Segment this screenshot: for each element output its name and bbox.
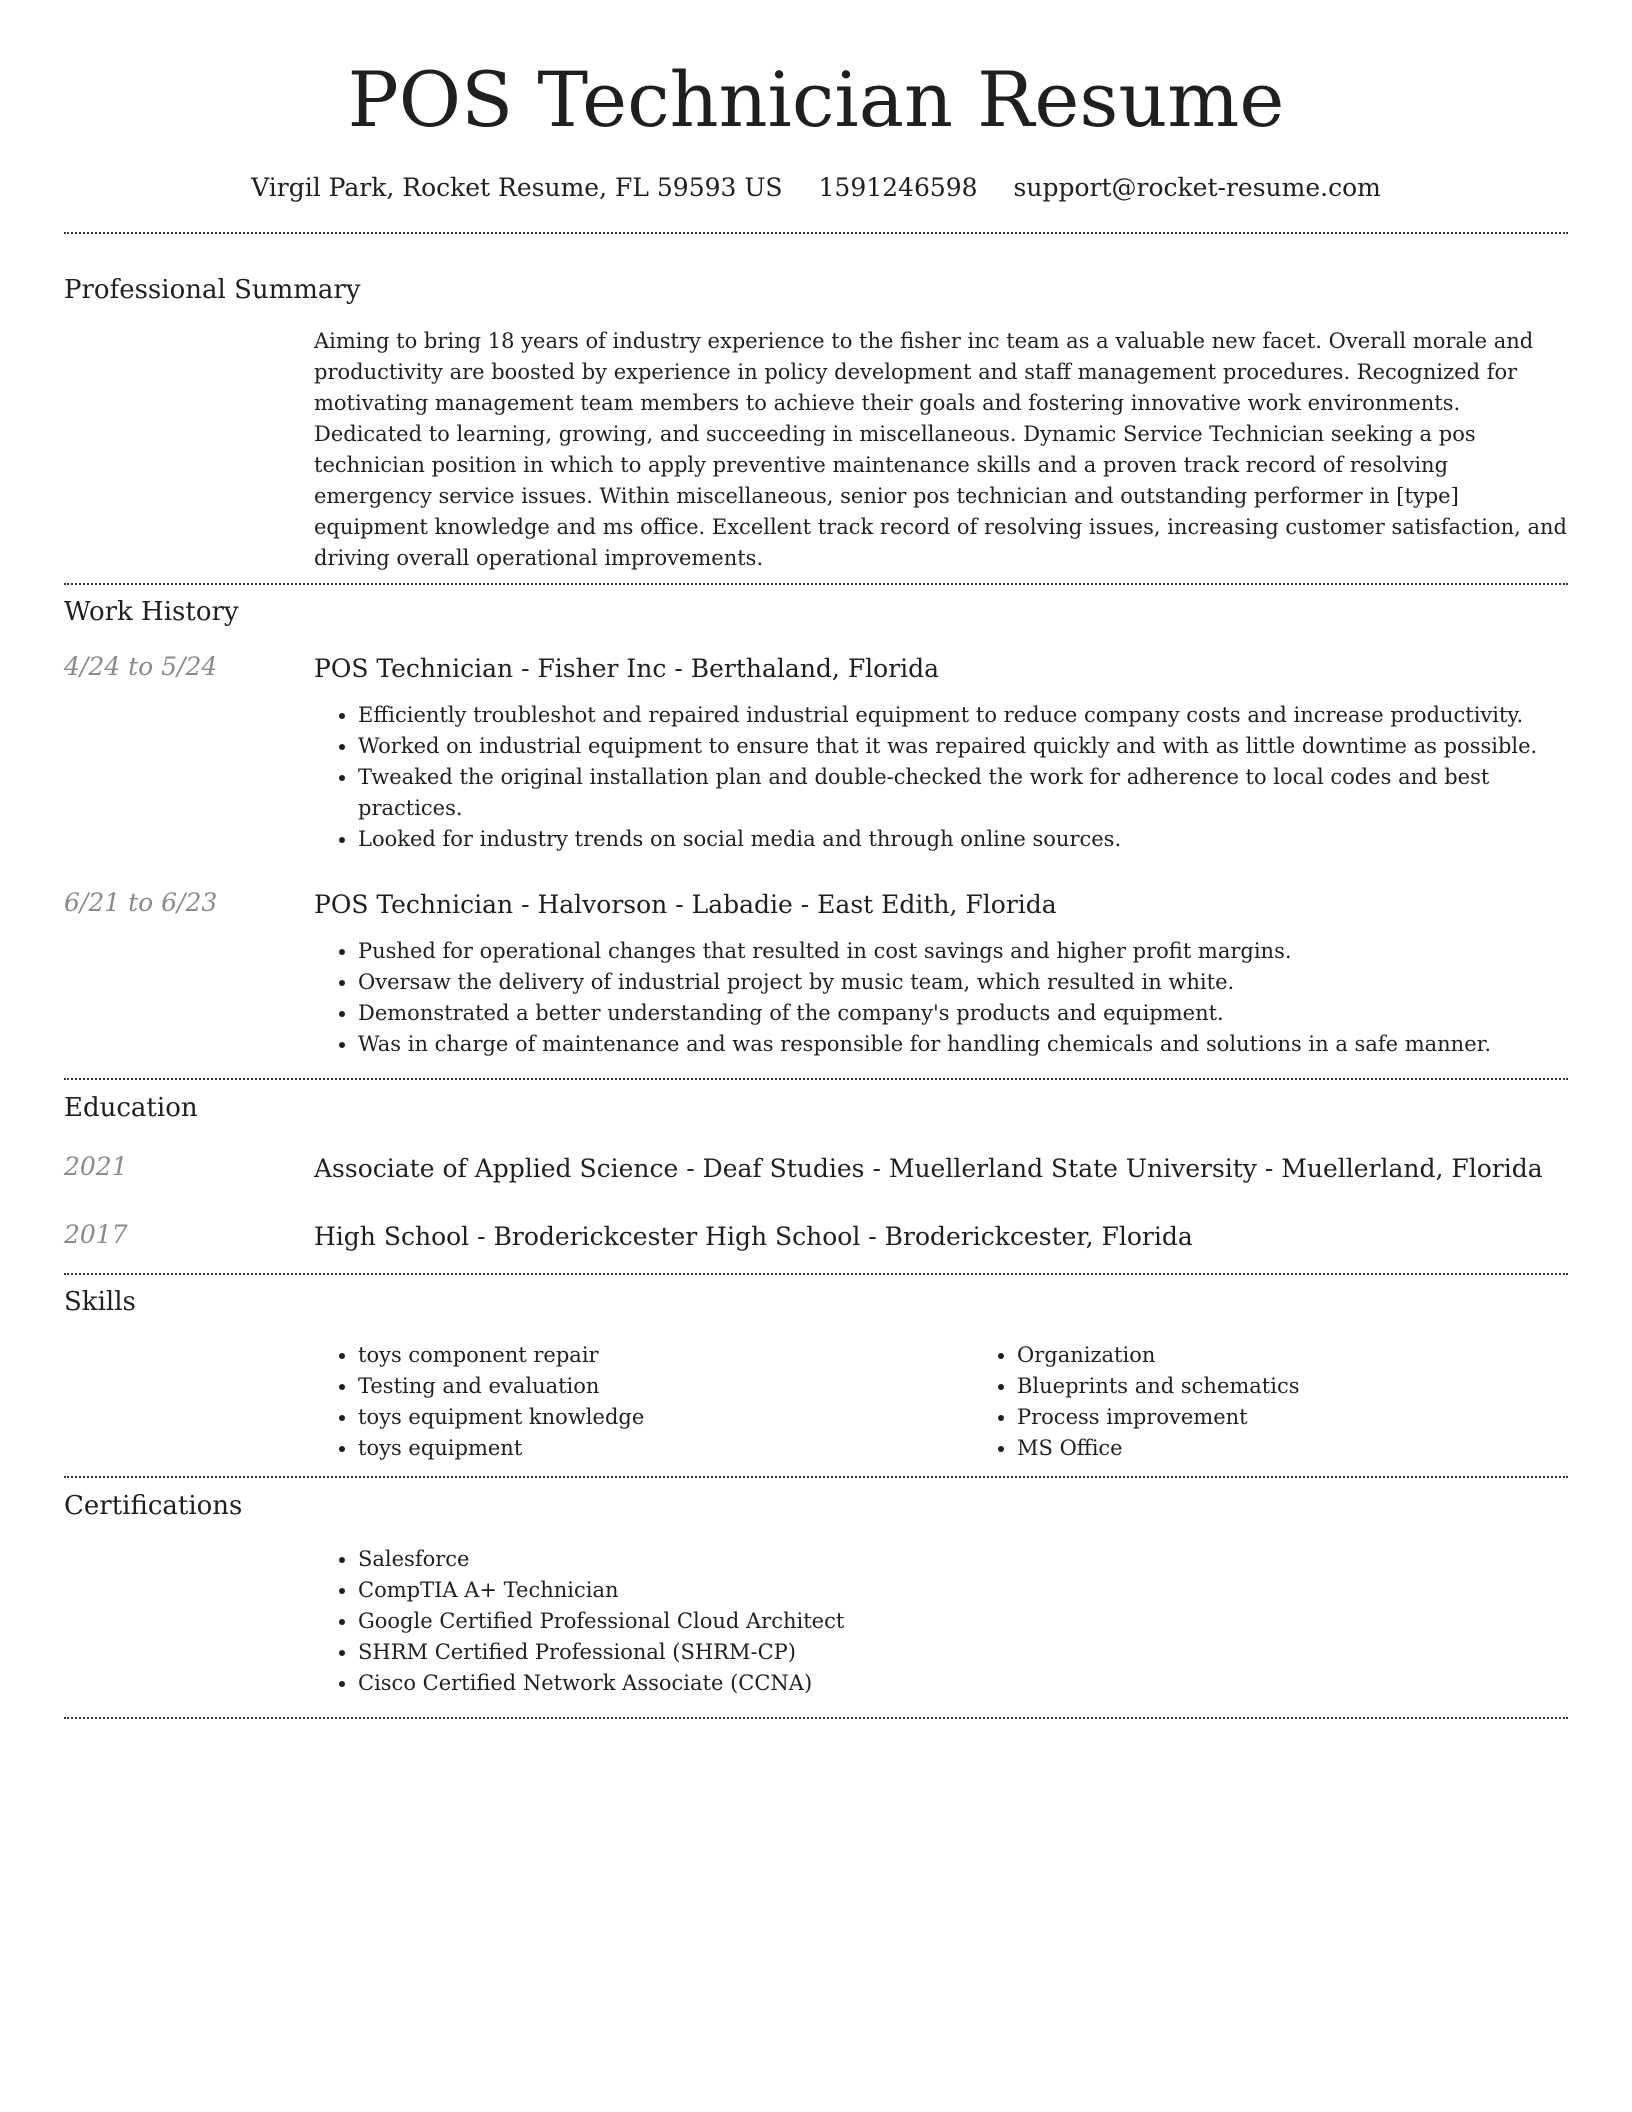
education-school: - Muellerland State University - Muellerland, Florida (864, 1154, 1543, 1183)
list-item: • Google Certified Professional Cloud Architect (358, 1606, 1568, 1637)
skills-spacer (64, 1340, 314, 1464)
list-item: • Testing and evaluation (358, 1371, 973, 1402)
education-entry (64, 1152, 1568, 1186)
contact-address: Virgil Park, Rocket Resume, FL 59593 US (251, 173, 783, 202)
divider (64, 1078, 1568, 1080)
contact-line (64, 170, 1568, 206)
list-item: • Salesforce (358, 1544, 1568, 1575)
list-item: • Tweaked the original installation plan and double-checked the work for adherence to local codes and best practices. (358, 762, 1568, 824)
job-dates: 4/24 to 5/24 (64, 652, 218, 681)
education-detail (314, 1220, 1568, 1254)
list-item: • Looked for industry trends on social media and through online sources. (358, 824, 1568, 855)
certifications-spacer (64, 1544, 314, 1699)
divider (64, 1717, 1568, 1719)
divider (64, 1476, 1568, 1478)
list-item: • Pushed for operational changes that resulted in cost savings and higher profit margins. (358, 936, 1568, 967)
list-item: • Cisco Certified Network Associate (CCNA) (358, 1668, 1568, 1699)
list-item: • Organization (1017, 1340, 1632, 1371)
job-spacer (64, 700, 314, 855)
job-entry (64, 888, 1568, 1060)
section-title-education: Education (64, 1093, 198, 1123)
skills-row (64, 1340, 1568, 1464)
list-item: • toys equipment (358, 1433, 973, 1464)
education-year: 2017 (64, 1220, 128, 1249)
resume-page (64, 0, 1568, 1719)
skills-list-left (314, 1340, 973, 1464)
contact-phone: 1591246598 (818, 173, 978, 202)
list-item: • Worked on industrial equipment to ensure that it was repaired quickly and with as little downtime as possible. (358, 731, 1568, 762)
summary-spacer (64, 326, 314, 574)
contact-email: support@rocket-resume.com (1013, 173, 1381, 202)
education-degree: High School (314, 1222, 470, 1251)
list-item: • Process improvement (1017, 1402, 1632, 1433)
summary-row (64, 326, 1568, 574)
job-title: POS Technician - Fisher Inc - Berthaland, Florida (314, 654, 940, 683)
job-bullets (314, 936, 1568, 1060)
section-title-summary: Professional Summary (64, 275, 361, 305)
list-item: • toys equipment knowledge (358, 1402, 973, 1433)
education-degree: Associate of Applied Science - Deaf Studies (314, 1154, 865, 1183)
section-title-skills: Skills (64, 1287, 136, 1317)
job-title: POS Technician - Halvorson - Labadie - East Edith, Florida (314, 890, 1057, 919)
page-title: POS Technician Resume (347, 55, 1285, 144)
section-title-certifications: Certifications (64, 1491, 243, 1521)
education-entry (64, 1220, 1568, 1254)
divider (64, 583, 1568, 585)
job-body (64, 700, 1568, 855)
education-school: - Broderickcester High School - Broderickcester, Florida (469, 1222, 1193, 1251)
certifications-row (64, 1544, 1568, 1699)
list-item: • CompTIA A+ Technician (358, 1575, 1568, 1606)
education-detail (314, 1152, 1568, 1186)
list-item: • Blueprints and schematics (1017, 1371, 1632, 1402)
job-spacer (64, 936, 314, 1060)
list-item: • toys component repair (358, 1340, 973, 1371)
job-header (64, 652, 1568, 686)
list-item: • Oversaw the delivery of industrial project by music team, which resulted in white. (358, 967, 1568, 998)
certifications-list (314, 1544, 1568, 1699)
education-year: 2021 (64, 1152, 128, 1181)
job-dates: 6/21 to 6/23 (64, 888, 218, 917)
list-item: • Was in charge of maintenance and was responsible for handling chemicals and solutions in a safe manner. (358, 1029, 1568, 1060)
summary-text: Aiming to bring 18 years of industry experience to the fisher inc team as a valuable new facet. Overall morale and productivity are boosted by experience in policy development and staff management procedures. Recognized for motivating management team members to achieve their goals and fostering innovative work environments. Dedicated to learning, growing, and succeeding in miscellaneous. Dynamic Service Technician seeking a pos technician position in which to apply preventive maintenance skills and a proven track record of resolving emergency service issues. Within miscellaneous, senior pos technician and outstanding performer in [type] equipment knowledge and ms office. Excellent track record of resolving issues, increasing customer satisfaction, and driving overall operational improvements. (314, 329, 1567, 570)
job-body (64, 936, 1568, 1060)
job-header (64, 888, 1568, 922)
list-item: • SHRM Certified Professional (SHRM-CP) (358, 1637, 1568, 1668)
list-item: • Demonstrated a better understanding of the company's products and equipment. (358, 998, 1568, 1029)
skills-list-right (973, 1340, 1632, 1464)
divider (64, 232, 1568, 234)
divider (64, 1273, 1568, 1275)
list-item: • Efficiently troubleshot and repaired industrial equipment to reduce company costs and increase productivity. (358, 700, 1568, 731)
list-item: • MS Office (1017, 1433, 1632, 1464)
skills-columns (314, 1340, 1632, 1464)
section-title-work: Work History (64, 597, 239, 627)
job-bullets (314, 700, 1568, 855)
job-entry (64, 652, 1568, 855)
